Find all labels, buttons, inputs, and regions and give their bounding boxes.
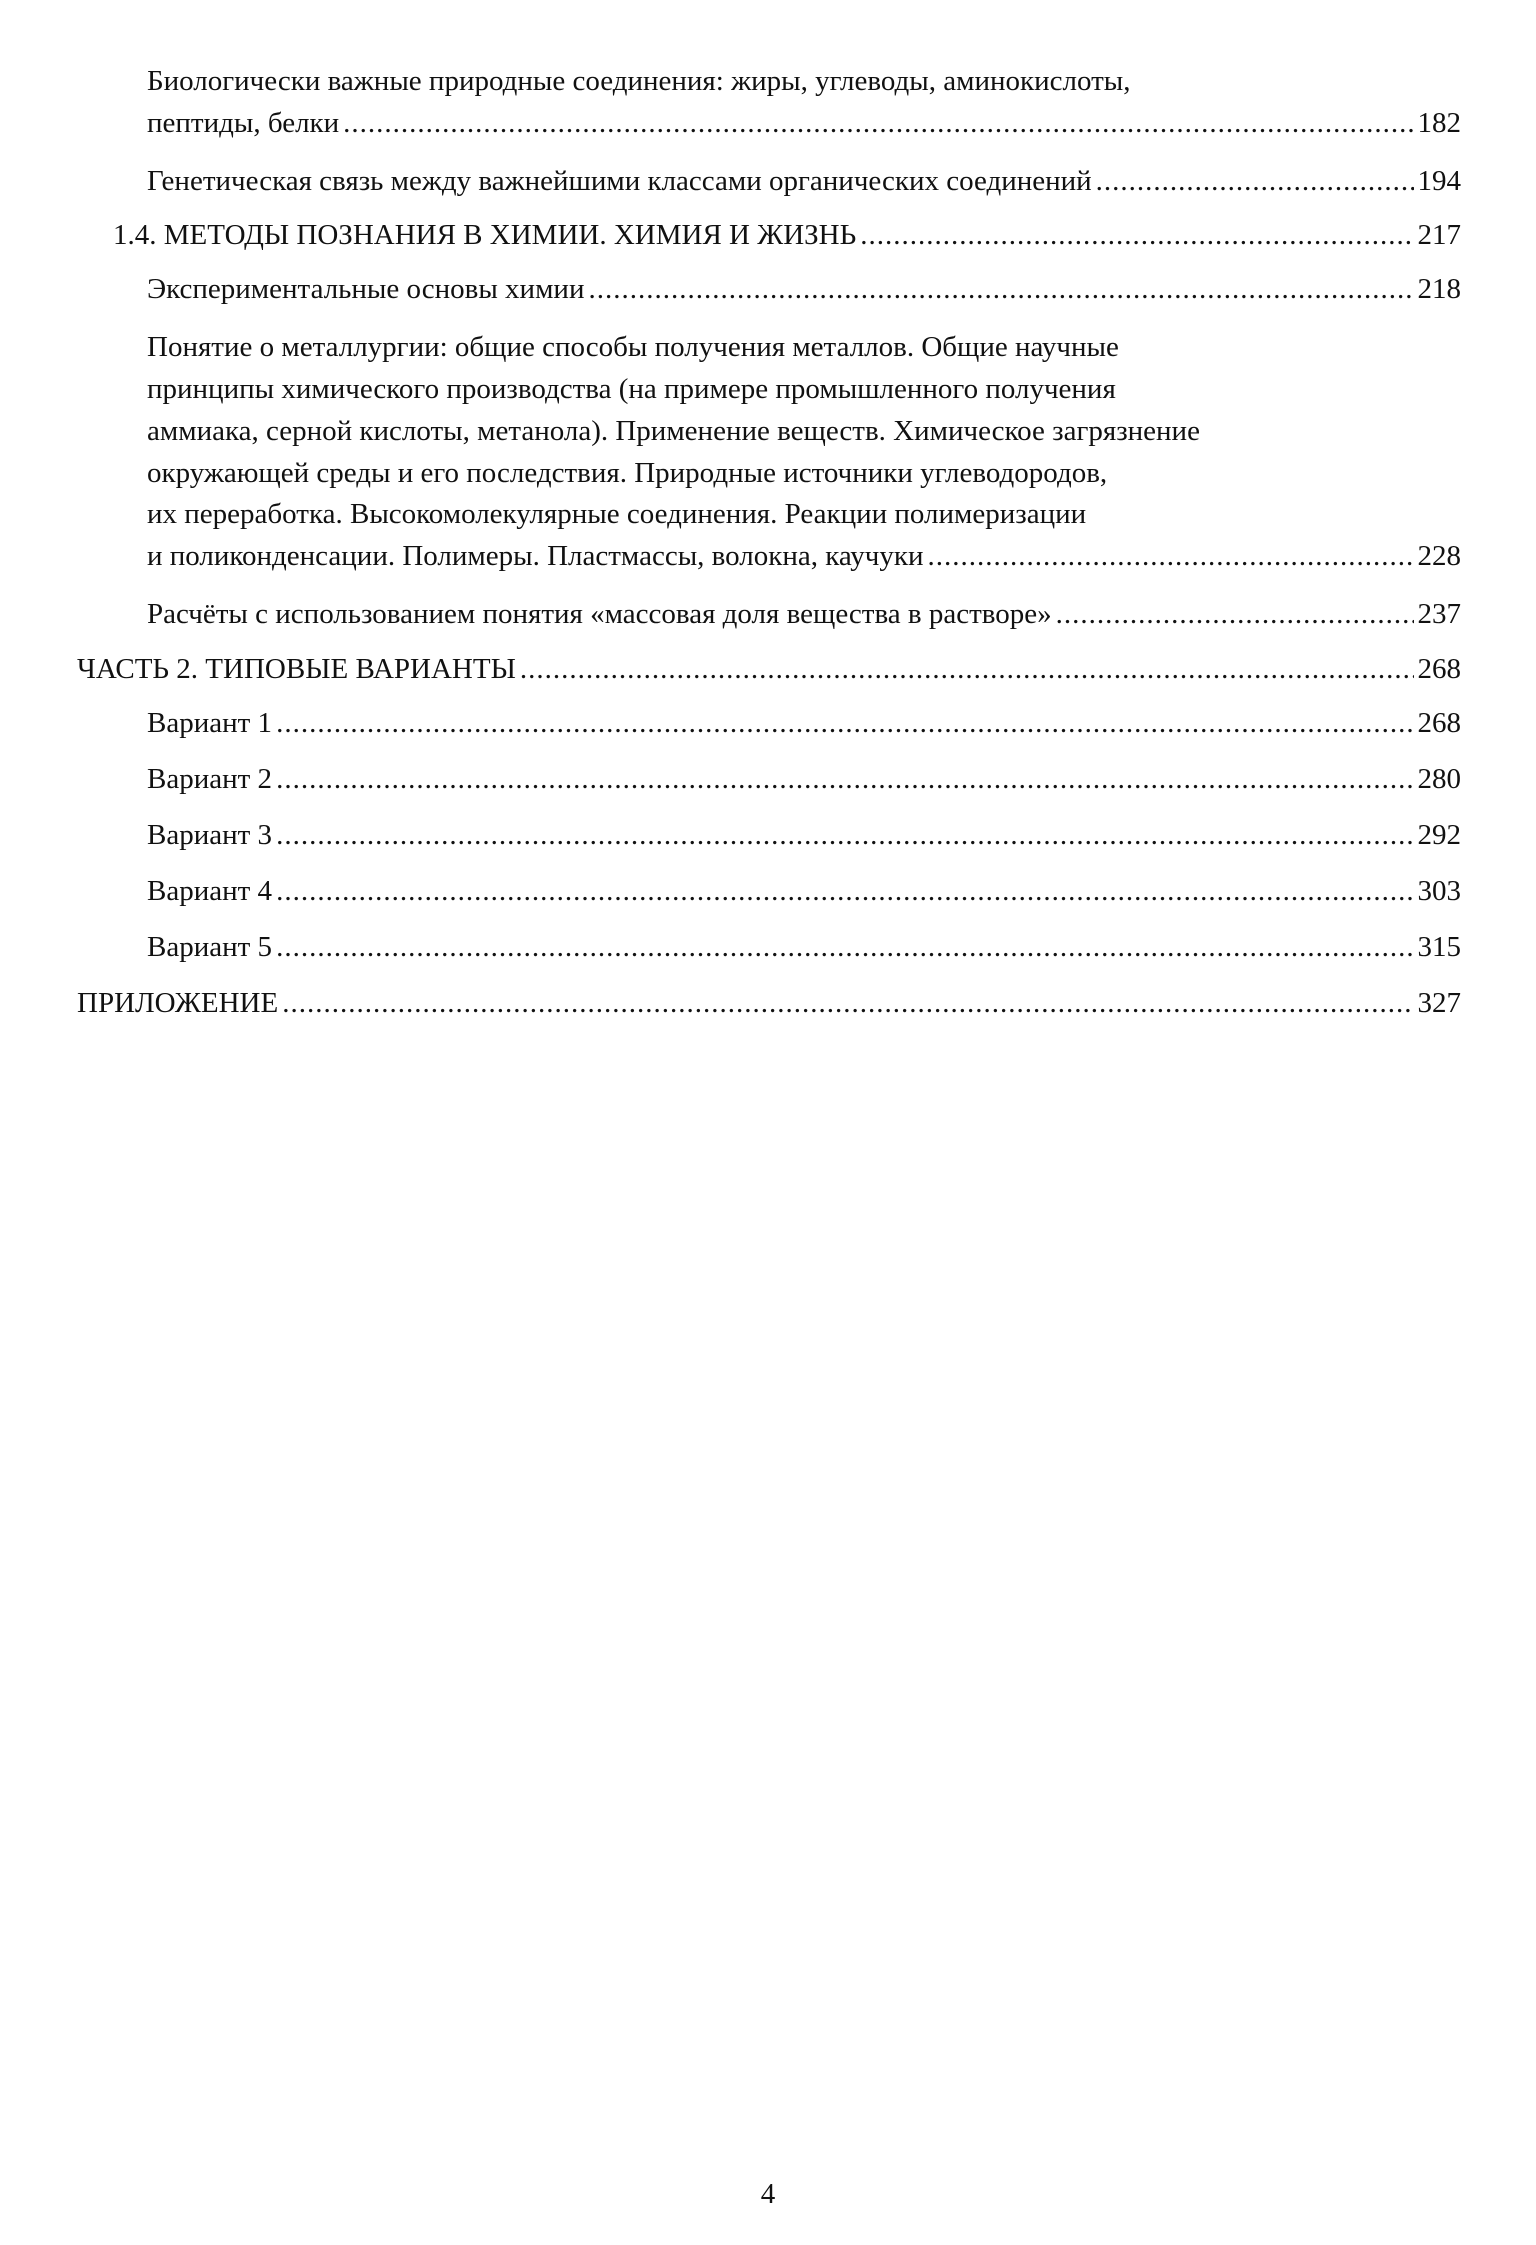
toc-entry-title: Вариант 3 <box>147 819 273 851</box>
dot-leader <box>276 819 1413 852</box>
toc-entry-text-line: Понятие о металлургии: общие способы получения металлов. Общие научные <box>147 331 1119 363</box>
dot-leader <box>276 707 1413 740</box>
dot-leader <box>520 653 1414 686</box>
toc-page-number: 268 <box>1417 653 1461 685</box>
toc-page-number: 218 <box>1417 273 1461 305</box>
toc-entry-title: Вариант 4 <box>147 875 273 907</box>
toc-page-number: 237 <box>1417 598 1461 630</box>
toc-page-number: 292 <box>1417 819 1461 851</box>
dot-leader <box>276 875 1413 908</box>
toc-entry-text-line: принципы химического производства (на примере промышленного получения <box>147 373 1116 405</box>
dot-leader <box>282 987 1413 1020</box>
toc-entry-text-line: аммиака, серной кислоты, метанола). Применение веществ. Химическое загрязнение <box>147 415 1200 447</box>
page-number-footer: 4 <box>760 2178 776 2210</box>
dot-leader <box>276 931 1413 964</box>
dot-leader <box>860 219 1413 252</box>
dot-leader <box>276 763 1413 796</box>
toc-entry-title: 1.4. МЕТОДЫ ПОЗНАНИЯ В ХИМИИ. ХИМИЯ И ЖИЗНЬ <box>113 219 857 251</box>
toc-entry-text-line: их переработка. Высокомолекулярные соединения. Реакции полимеризации <box>147 498 1087 530</box>
toc-entry-title: Вариант 2 <box>147 763 273 795</box>
toc-page-number: 303 <box>1417 875 1461 907</box>
toc-entry-title: пептиды, белки <box>147 107 340 139</box>
toc-entry-title: Генетическая связь между важнейшими классами органических соединений <box>147 165 1092 197</box>
toc-entry-title: Экспериментальные основы химии <box>147 273 585 305</box>
toc-page-number: 182 <box>1417 107 1461 139</box>
dot-leader <box>1096 165 1414 198</box>
toc-entry-text-line: Биологически важные природные соединения: жиры, углеводы, аминокислоты, <box>147 65 1131 97</box>
toc-page-number: 217 <box>1417 219 1461 251</box>
dot-leader <box>588 273 1413 306</box>
toc-page-number: 327 <box>1417 987 1461 1019</box>
toc-page-number: 280 <box>1417 763 1461 795</box>
toc-entry-title: Расчёты с использованием понятия «массовая доля вещества в растворе» <box>147 598 1052 630</box>
toc-entry-title: Вариант 5 <box>147 931 273 963</box>
toc-entry-title: ЧАСТЬ 2. ТИПОВЫЕ ВАРИАНТЫ <box>77 653 516 685</box>
toc-page-number: 315 <box>1417 931 1461 963</box>
toc-entry-title: ПРИЛОЖЕНИЕ <box>77 987 279 1019</box>
dot-leader <box>343 107 1413 140</box>
toc-entry-title: и поликонденсации. Полимеры. Пластмассы, волокна, каучуки <box>147 540 924 572</box>
dot-leader <box>1056 598 1414 631</box>
toc-entry-text-line: окружающей среды и его последствия. Природные источники углеводородов, <box>147 457 1108 489</box>
toc-page-number: 268 <box>1417 707 1461 739</box>
toc-page-number: 194 <box>1417 165 1461 197</box>
dot-leader <box>928 540 1414 573</box>
toc-entry-title: Вариант 1 <box>147 707 273 739</box>
toc-page-number: 228 <box>1417 540 1461 572</box>
